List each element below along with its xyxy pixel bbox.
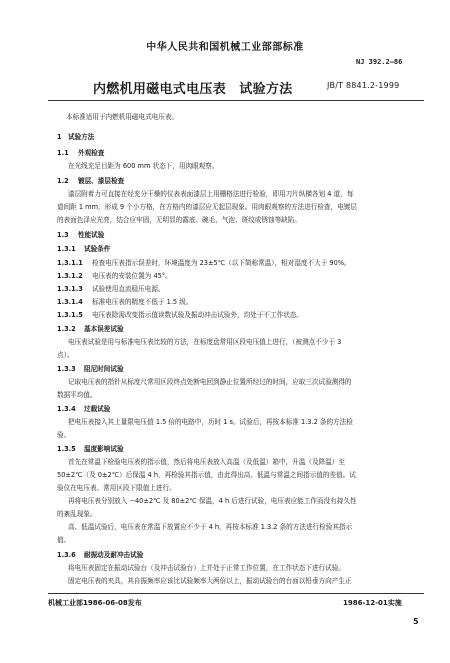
clause-1-3-1-4-text: 标准电压表的精度不低于 1.5 级。 [92, 298, 193, 306]
section-1-3-1-title: 试验条件 [84, 245, 111, 253]
page-number: 5 [413, 617, 419, 626]
standard-number-old: NJ 392.2—86 [356, 58, 403, 66]
section-1-3-5-title: 温度影响试验 [84, 445, 124, 453]
section-1-3-5-text-4: 再将电压表分别放入 −40±2℃ 及 80±2℃ 保温，4 h 后进行试验，电压表应能工作而没有持久性 [68, 497, 357, 505]
section-1-3-6-title: 耐振动及耐冲击试验 [84, 551, 144, 559]
clause-1-3-1-3-text: 试验使用直流稳压电源。 [92, 285, 165, 293]
effective-date: 1986-12-01实施 [343, 599, 402, 607]
document-title: 内燃机用磁电式电压表 试验方法 [93, 82, 293, 97]
section-1-title: 试验方法 [68, 133, 95, 141]
section-1-3-6-number: 1.3.6 [57, 551, 76, 559]
clause-1-3-1-1-text: 检查电压表指示误差时，环境温度为 23±5℃（以下简称常温），相对湿度不大于 90%。 [92, 259, 351, 267]
section-1-3-5-text-3: 验仪在电压表、常用区段下限值上进行。 [57, 484, 176, 492]
section-1-3-1-number: 1.3.1 [57, 245, 76, 253]
section-1-3-5-text-6: 高、低温试验后，电压表在常温下放置应不少于 4 h，再按本标准 1.3.2 条的方法进行检验其指示 [68, 523, 353, 531]
section-1-3-2-text-2: 点）。 [57, 351, 74, 359]
section-1-2-text-3: 的表面色泽应光亮，结合应牢固，无明显的露底、碗毛、气泡、斑纹或锈蚀等缺陷。 [57, 216, 301, 224]
section-1-3-3-text-2: 数据平均值。 [57, 391, 97, 399]
section-1-1-number: 1.1 [57, 149, 69, 157]
section-1-2-text-2: 道间距 1 mm，形成 9 个小方格，在方格内的漆层应无起层现象。用肉眼观察的方法进行检查，电镀层 [57, 203, 357, 211]
intro-paragraph: 本标准适用于内燃机用磁电式电压表。 [66, 113, 179, 121]
section-1-3-title: 性能试验 [78, 231, 105, 239]
footer-rule [48, 593, 424, 594]
section-1-3-2-number: 1.3.2 [57, 325, 76, 333]
header-rule [48, 100, 424, 101]
section-1-3-4-title: 过载试验 [84, 405, 111, 413]
section-1-number: 1 [57, 133, 62, 141]
section-1-1-title: 外观检查 [78, 149, 105, 157]
section-1-3-3-title: 阻尼时间试验 [84, 365, 124, 373]
section-1-3-4-text-2: 验。 [57, 431, 71, 439]
section-1-3-3-text-1: 记取电压表的指针从标度尺常用区段终点处断电回到静止位置所经过的时间，应取三次试验测得的 [68, 378, 352, 386]
clause-1-3-1-2-number: 1.3.1.2 [57, 272, 83, 280]
clause-1-3-1-2-text: 电压表的安装位置为 45°。 [92, 272, 172, 280]
section-1-2-title: 镀层、漆层检查 [78, 177, 125, 185]
section-1-3-6-text-1: 将电压表固定在振动试验台（及冲击试验台）上并处于正常工作位置，在工作状态下进行试验。 [68, 564, 345, 572]
section-1-3-5-text-2: 50±2℃（及 0±2℃）后保温 4 h，再检验其指示值，由此得出高、低温与常温之间指示值的差值。试 [57, 471, 356, 479]
section-1-3-5-text-5: 的紊乱现象。 [57, 510, 97, 518]
clause-1-3-1-5-text: 电压表除需改变指示值读数试验及振动冲击试验外，均处于不工作状态。 [92, 311, 303, 319]
section-1-1-text: 在光线充足目距为 600 mm 状态下，用肉眼观察。 [68, 162, 219, 170]
section-1-3-5-text-7: 值。 [57, 536, 71, 544]
section-1-2-text-1: 漆层附着力可直接在经充分干燥的仪表表面漆层上用栅格法进行检验，即用刀片纵横各划 4 道，每 [68, 190, 354, 198]
section-1-2-number: 1.2 [57, 177, 69, 185]
standard-number-new: JB/T 8841.2-1999 [327, 81, 400, 90]
section-1-3-number: 1.3 [57, 231, 69, 239]
section-1-3-4-number: 1.3.4 [57, 405, 76, 413]
section-1-3-5-number: 1.3.5 [57, 445, 76, 453]
clause-1-3-1-3-number: 1.3.1.3 [57, 285, 83, 293]
section-1-3-2-text-1: 电压表试验是用与标准电压表比较的方法，在标度盘常用区段电压值上进行，（被测点不少于 3 [68, 338, 342, 346]
clause-1-3-1-5-number: 1.3.1.5 [57, 311, 83, 319]
section-1-3-4-text-1: 把电压表接入其上量限电压值 1.5 倍的电路中，历时 1 s。试验后，再按本标准 1.3.2 条的方法检 [68, 418, 353, 426]
clause-1-3-1-4-number: 1.3.1.4 [57, 298, 83, 306]
clause-1-3-1-1-number: 1.3.1.1 [57, 259, 83, 267]
section-1-3-5-text-1: 首先在常温下检验电压表的指示值，然后将电压表放入高温（及低温）箱中，升温（及降温）至 [68, 458, 345, 466]
issuing-authority: 中华人民共和国机械工业部部标准 [146, 42, 304, 53]
issue-date: 机械工业部1986-06-08发布 [48, 599, 142, 607]
section-1-3-3-number: 1.3.3 [57, 365, 76, 373]
section-1-3-2-title: 基本误差试验 [84, 325, 124, 333]
section-1-3-6-text-2: 固定电压表的夹具，其自振频率应该比试验频率大两倍以上，振动试验台的台面以铅垂方向产生正 [68, 577, 352, 585]
